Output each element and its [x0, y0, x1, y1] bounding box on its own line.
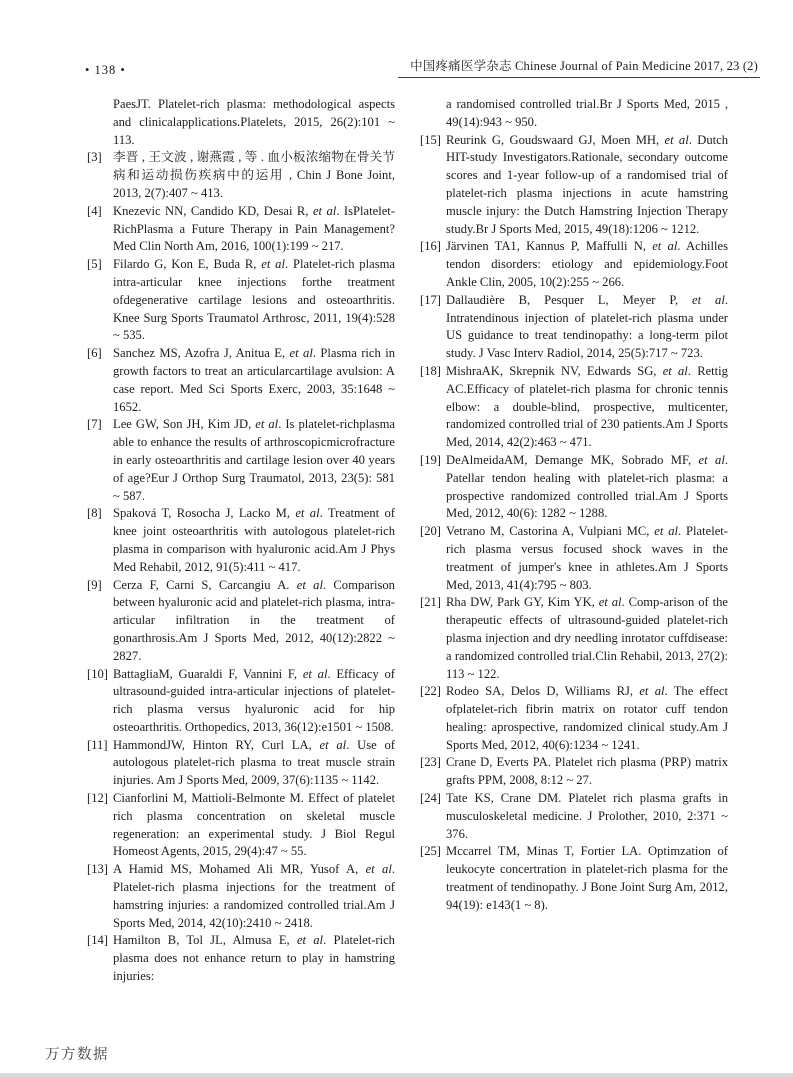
- reference-number: [16]: [420, 239, 441, 254]
- reference-text: Spaková T, Rosocha J, Lacko M, et al. Treatment of knee joint osteoarthritis with autologous platelet-rich plasma in comparison with hyaluronic acid.Am J Phys Med Rehabil, 2012, 91(5):411 ~ 417.: [113, 506, 395, 574]
- reference-text: MishraAK, Skrepnik NV, Edwards SG, et al. Rettig AC.Efficacy of platelet-rich plasma for chronic tennis elbow: a double-blind, prospective, multicenter, randomized controlled trial of 230 patients.Am J Sports Med, 2014, 42(2):463 ~ 471.: [446, 363, 728, 450]
- wanfang-watermark: 万方数据: [45, 1047, 109, 1063]
- reference-item: [420, 363, 728, 452]
- reference-number: [19]: [420, 452, 441, 467]
- reference-item: [87, 505, 395, 576]
- reference-number: [6]: [87, 346, 102, 361]
- reference-item: [87, 737, 395, 790]
- reference-text: Crane D, Everts PA. Platelet rich plasma (PRP) matrix grafts PPM, 2008, 8:12 ~ 27.: [446, 755, 728, 788]
- reference-text: Reurink G, Goudswaard GJ, Moen MH, et al. Dutch HIT-study Investigators.Rationale, secondary outcome scores and 1-year follow-up of a randomised trial of platelet-rich plasma injections in acute hamstring muscle injury: the Dutch Hamstring Injection Therapy study.Br J Sports Med, 2015, 49(18):1206 ~ 1212.: [446, 132, 729, 236]
- reference-item: [87, 932, 395, 985]
- reference-text: Rha DW, Park GY, Kim YK, et al. Comp-arison of the therapeutic effects of ultrasound-guided platelet-rich plasma injection and dry needling inrotator cuffdisease: a randomized controlled trial.Clin Rehabil, 2013, 27(2): 113 ~ 122.: [446, 595, 728, 681]
- references-left-column: [87, 96, 395, 986]
- reference-text: Rodeo SA, Delos D, Williams RJ, et al. The effect ofplatelet-rich fibrin matrix on rotator cuff tendon healing: aprospective, randomized clinical study.Am J Sports Med, 2012, 40(6):1234 ~ 1241.: [446, 684, 728, 752]
- page-header: [0, 0, 793, 78]
- reference-number: [14]: [87, 933, 108, 948]
- reference-text: A Hamid MS, Mohamed Ali MR, Yusof A, et al. Platelet-rich plasma injections for the treatment of hamstring injuries: a randomized controlled trial.Am J Sports Med, 2014, 42(10):2410 ~ 2418.: [113, 862, 395, 930]
- reference-text: Cerza F, Carni S, Carcangiu A. et al. Comparison between hyaluronic acid and platelet-rich plasma, intra-articular infiltration in the treatment of gonarthrosis.Am J Sports Med, 2012, 40(12):2822 ~ 2827.: [113, 577, 395, 663]
- reference-text: Järvinen TA1, Kannus P, Maffulli N, et al. Achilles tendon disorders: etiology and epidemiology.Foot Ankle Clin, 2005, 10(2):255 ~ 266.: [446, 239, 728, 289]
- reference-number: [15]: [420, 132, 441, 147]
- reference-text: BattagliaM, Guaraldi F, Vannini F, et al. Efficacy of ultrasound-guided intra-articular injections of platelet-rich plasma versus hyaluronic acid for hip osteoarthritis. Orthopedics, 2013, 36(12):e1501 ~ 1508.: [113, 666, 395, 734]
- reference-text: a randomised controlled trial.Br J Sports Med, 2015 , 49(14):943 ~ 950.: [446, 97, 728, 129]
- reference-number: [11]: [87, 737, 108, 752]
- reference-item: [87, 149, 395, 202]
- reference-item: [420, 238, 728, 291]
- reference-number: [4]: [87, 203, 102, 218]
- reference-item: [87, 96, 395, 149]
- reference-item: [420, 683, 728, 754]
- reference-number: [420, 96, 446, 132]
- reference-item: [420, 452, 728, 523]
- reference-text: Sanchez MS, Azofra J, Anitua E, et al. Plasma rich in growth factors to treat an articularcartilage avulsion: A case report. Med Sci Sports Exerc, 2003, 35:1648 ~ 1652.: [113, 346, 395, 414]
- reference-item: [420, 754, 728, 790]
- reference-number: [10]: [87, 666, 108, 681]
- reference-item: [420, 790, 728, 843]
- reference-number: [12]: [87, 791, 108, 806]
- reference-number: [5]: [87, 257, 102, 272]
- reference-text: 李晋 , 王文波 , 谢燕霞 , 等 . 血小板浓缩物在骨关节病和运动损伤疾病中的运用 , Chin J Bone Joint, 2013, 2(7):407 ~ 413.: [113, 150, 395, 200]
- reference-number: [18]: [420, 363, 441, 378]
- reference-item: [87, 256, 395, 345]
- reference-number: [25]: [420, 844, 441, 859]
- reference-number: [7]: [87, 417, 102, 432]
- references-section: [0, 78, 793, 986]
- reference-number: [3]: [87, 150, 102, 165]
- reference-text: Hamilton B, Tol JL, Almusa E, et al. Platelet-rich plasma does not enhance return to play in hamstring injuries:: [113, 933, 395, 984]
- reference-number: [9]: [87, 577, 102, 592]
- reference-text: Lee GW, Son JH, Kim JD, et al. Is platelet-richplasma able to enhance the results of arthroscopicmicrofracture in early osteoarthritis and cartilage lesion over 40 years of age?Eur J Orthop Surg Traumatol, 2013, 23(5): 581 ~ 587.: [113, 417, 395, 503]
- reference-number: [22]: [420, 684, 441, 699]
- reference-item: [87, 203, 395, 256]
- reference-text: Tate KS, Crane DM. Platelet rich plasma grafts in musculoskeletal medicine. J Prolother, 2010, 2:371 ~ 376.: [446, 791, 728, 841]
- reference-number: [87, 96, 113, 149]
- reference-item: [87, 577, 395, 666]
- reference-text: PaesJT. Platelet-rich plasma: methodological aspects and clinicalapplications.Platelets, 2015, 26(2):101 ~ 113.: [113, 97, 395, 147]
- reference-item: [87, 416, 395, 505]
- page-number: • 138 •: [85, 63, 126, 77]
- reference-number: [13]: [87, 862, 108, 877]
- reference-item: [420, 292, 728, 363]
- reference-number: [23]: [420, 755, 441, 770]
- reference-text: Cianforlini M, Mattioli-Belmonte M. Effect of platelet rich plasma concentration on skeletal muscle regeneration: an experimental study. J Biol Regul Homeost Agents, 2015, 29(4):47 ~ 55.: [113, 791, 395, 859]
- reference-item: [420, 96, 728, 132]
- reference-item: [420, 594, 728, 683]
- reference-number: [8]: [87, 506, 102, 521]
- reference-text: Knezevic NN, Candido KD, Desai R, et al. IsPlatelet-RichPlasma a Future Therapy in Pain Management? Med Clin North Am, 2016, 100(1):199 ~ 217.: [113, 203, 395, 254]
- reference-text: DeAlmeidaAM, Demange MK, Sobrado MF, et al. Patellar tendon healing with platelet-rich plasma: a prospective randomized controlled trial.Am J Sports Med, 2012, 40(6): 1282 ~ 1288.: [446, 452, 728, 521]
- reference-text: Dallaudière B, Pesquer L, Meyer P, et al. Intratendinous injection of platelet-rich plasma under US guidance to treat tendinopathy: a long-term pilot study. J Vasc Interv Radiol, 2014, 25(5):717 ~ 723.: [446, 292, 728, 361]
- reference-item: [87, 345, 395, 416]
- reference-text: Vetrano M, Castorina A, Vulpiani MC, et al. Platelet-rich plasma versus focused shock waves in the treatment of jumper's knee in athletes.Am J Sports Med, 2013, 41(4):795 ~ 803.: [446, 524, 728, 592]
- reference-number: [24]: [420, 791, 441, 806]
- reference-item: [87, 790, 395, 861]
- reference-item: [420, 523, 728, 594]
- journal-title: 中国疼痛医学杂志 Chinese Journal of Pain Medicine 2017, 23 (2): [398, 56, 760, 78]
- reference-item: [420, 843, 728, 914]
- reference-number: [17]: [420, 292, 441, 307]
- page-bottom-edge: [0, 1073, 793, 1077]
- reference-number: [20]: [420, 524, 441, 539]
- reference-text: Mccarrel TM, Minas T, Fortier LA. Optimzation of leukocyte concertration in platelet-rich plasma for the treatment of tendinopathy. J Bone Joint Surg Am, 2012, 94(19): e143(1 ~ 8).: [446, 844, 728, 912]
- reference-item: [87, 666, 395, 737]
- reference-text: HammondJW, Hinton RY, Curl LA, et al. Use of autologous platelet-rich plasma to treat muscle strain injuries. Am J Sports Med, 2009, 37(6):1135 ~ 1142.: [113, 737, 395, 788]
- reference-number: [21]: [420, 595, 441, 610]
- reference-item: [420, 132, 728, 239]
- reference-item: [87, 861, 395, 932]
- reference-text: Filardo G, Kon E, Buda R, et al. Platelet-rich plasma intra-articular knee injections forthe treatment ofdegenerative cartilage lesions and osteoarthritis. Knee Surg Sports Traumatol Arthrosc, 2011, 19(4):528 ~ 535.: [113, 257, 395, 343]
- references-right-column: [420, 96, 728, 986]
